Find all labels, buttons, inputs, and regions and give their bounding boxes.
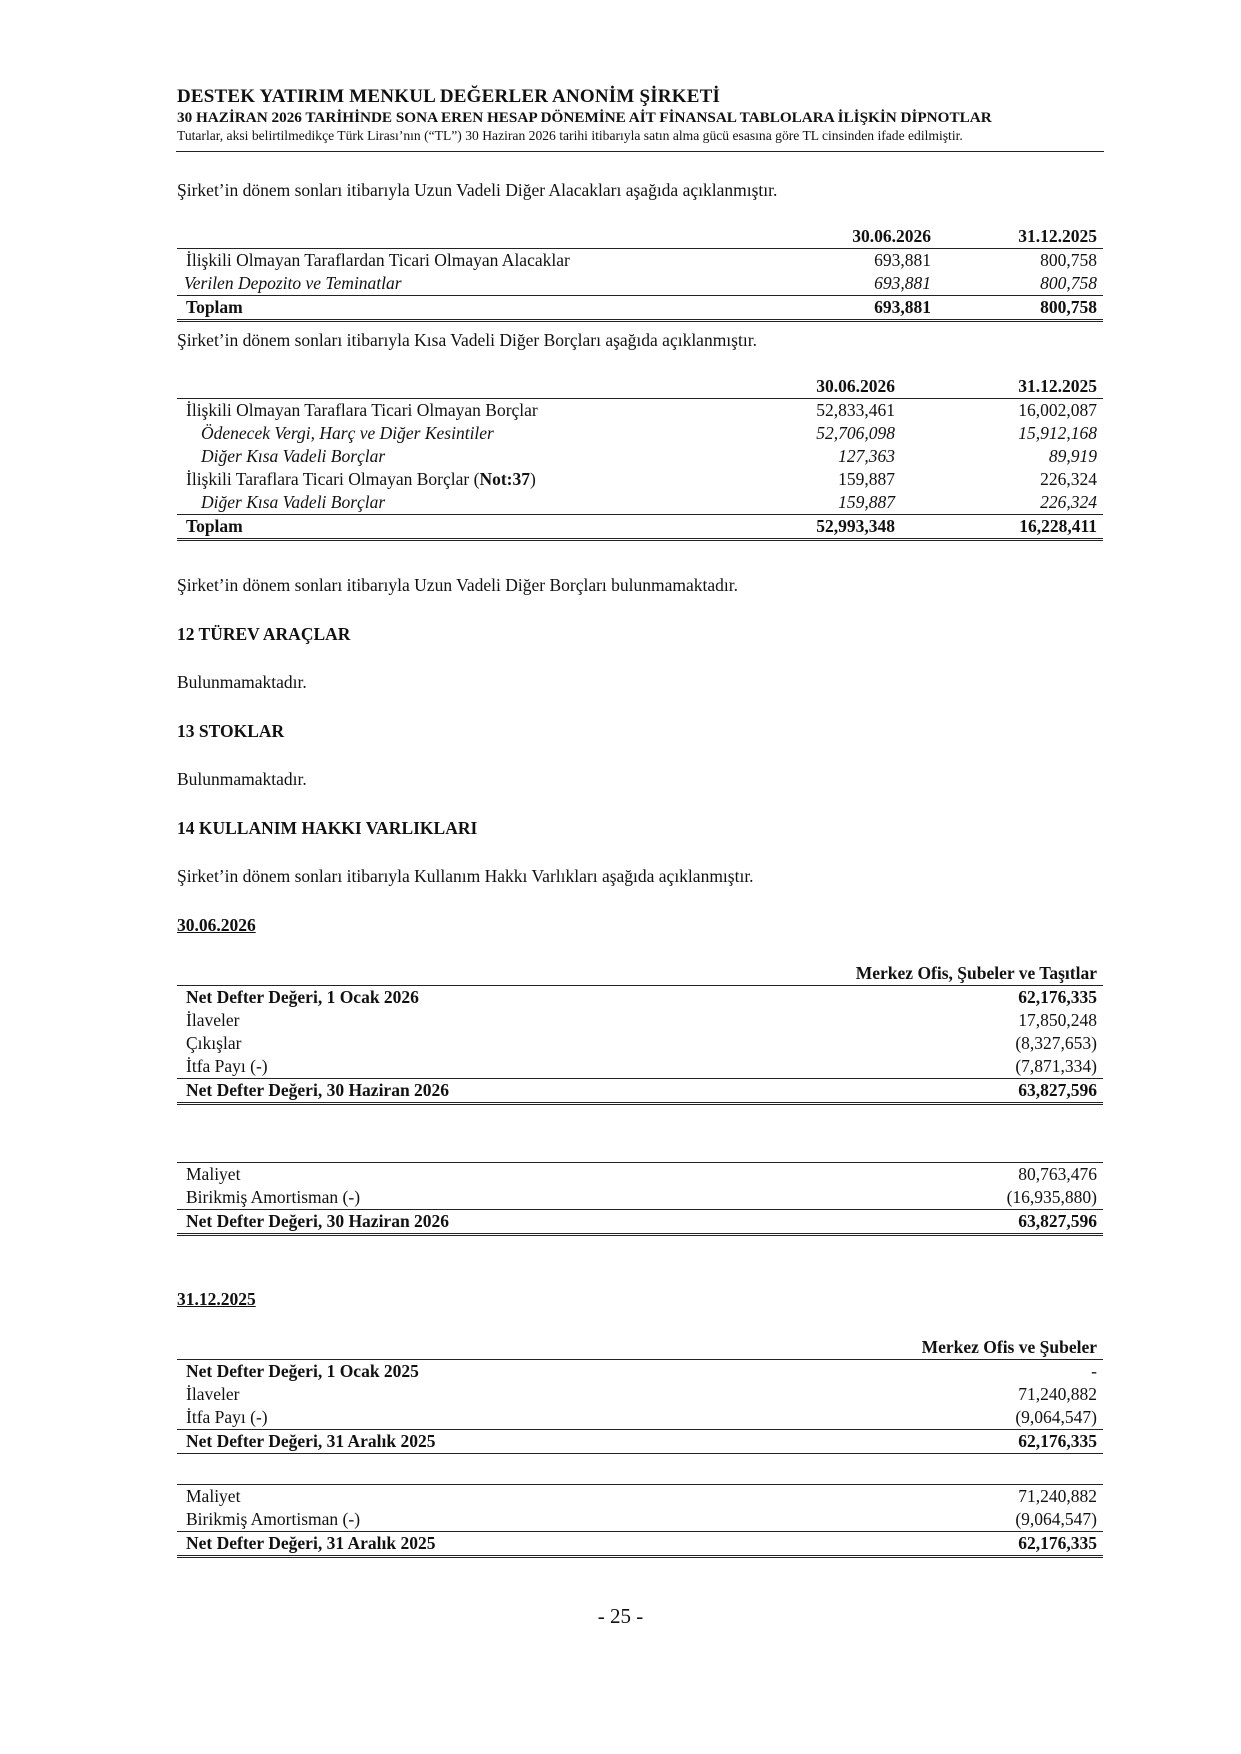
total-value: 62,176,335	[777, 1430, 1103, 1454]
table-row	[177, 1406, 1103, 1430]
table-row	[177, 1032, 1103, 1055]
total-row	[177, 296, 1103, 321]
total-label: Net Defter Değeri, 31 Aralık 2025	[177, 1532, 777, 1557]
row-value: 159,887	[838, 469, 895, 489]
opening-row	[177, 986, 1103, 1010]
section-12-text: Bulunmamaktadır.	[177, 672, 307, 692]
row-value: -	[1091, 1361, 1097, 1381]
note-reference: Not:37	[479, 469, 530, 489]
currency-note: Tutarlar, aksi belirtilmedikçe Türk Lirası’nın (“TL”) 30 Haziran 2026 tarihi itibarıyla satın alma gücü esasına göre TL cinsinden ifade edilmiştir.	[177, 128, 963, 143]
row-value: 71,240,882	[1018, 1384, 1097, 1404]
table-header-row	[177, 1336, 1103, 1360]
total-value: 693,881	[737, 296, 937, 321]
row-label: Çıkışlar	[186, 1033, 242, 1053]
table-row	[177, 399, 1103, 423]
row-value: 693,881	[874, 273, 931, 293]
row-label: İlişkili Olmayan Taraflardan Ticari Olmayan Alacaklar	[186, 250, 570, 270]
period-heading-2026: 30.06.2026	[177, 915, 256, 935]
row-value: 127,363	[838, 446, 895, 466]
row-label: Maliyet	[177, 1485, 777, 1509]
table-row	[177, 1009, 1103, 1032]
row-label: Diğer Kısa Vadeli Borçlar	[201, 446, 386, 466]
rou-cost-table-2026	[177, 1162, 1103, 1236]
row-label: Verilen Depozito ve Teminatlar	[184, 273, 402, 293]
row-label-text: )	[529, 469, 536, 489]
table-header-row	[177, 962, 1103, 986]
short-payables-table	[177, 375, 1103, 541]
row-value: 89,919	[1048, 446, 1097, 466]
total-value: 63,827,596	[777, 1079, 1103, 1104]
row-label: Net Defter Değeri, 1 Ocak 2026	[186, 987, 419, 1007]
total-row	[177, 1532, 1103, 1557]
row-label: İlaveler	[186, 1010, 240, 1030]
page-header	[177, 86, 1103, 144]
company-name: DESTEK YATIRIM MENKUL DEĞERLER ANONİM ŞİRKETİ	[177, 86, 721, 107]
rou-movement-table-2025	[177, 1336, 1103, 1454]
closing-row	[177, 1430, 1103, 1454]
report-subtitle: 30 HAZİRAN 2026 TARİHİNDE SONA EREN HESAP DÖNEMİNE AİT FİNANSAL TABLOLARA İLİŞKİN DİPNOTLAR	[177, 109, 992, 126]
row-label	[177, 468, 737, 491]
row-value: 226,324	[1040, 492, 1097, 512]
table-row	[177, 272, 1103, 296]
total-label: Net Defter Değeri, 31 Aralık 2025	[177, 1430, 777, 1454]
section-13-heading: 13 STOKLAR	[177, 721, 285, 741]
period-heading-2025: 31.12.2025	[177, 1289, 256, 1309]
row-value: 52,833,461	[816, 400, 895, 420]
table-row	[177, 1055, 1103, 1079]
row-value: (8,327,653)	[1015, 1033, 1097, 1053]
row-label-text: İlişkili Taraflara Ticari Olmayan Borçlar (	[186, 469, 480, 489]
row-value: (9,064,547)	[1015, 1407, 1097, 1427]
row-value: 16,002,087	[1018, 400, 1097, 420]
column-header: Merkez Ofis, Şubeler ve Taşıtlar	[777, 962, 1103, 986]
total-value: 16,228,411	[937, 515, 1103, 540]
total-row	[177, 1210, 1103, 1235]
column-header: Merkez Ofis ve Şubeler	[777, 1336, 1103, 1360]
table-row	[177, 445, 1103, 468]
row-value: (7,871,334)	[1015, 1056, 1097, 1076]
row-label: Maliyet	[177, 1163, 777, 1187]
intro-short-payables: Şirket’in dönem sonları itibarıyla Kısa Vadeli Diğer Borçları aşağıda açıklanmıştır.	[177, 330, 757, 350]
table-row	[177, 249, 1103, 273]
section-14-intro: Şirket’in dönem sonları itibarıyla Kullanım Hakkı Varlıkları aşağıda açıklanmıştır.	[177, 866, 754, 886]
row-value: (16,935,880)	[1006, 1187, 1097, 1207]
row-label: Net Defter Değeri, 1 Ocak 2025	[186, 1361, 419, 1381]
column-header: 30.06.2026	[737, 375, 937, 399]
page-number: - 25 -	[597, 1604, 644, 1628]
table-header-row	[177, 375, 1103, 399]
table-row	[177, 1163, 1103, 1187]
row-value: 159,887	[838, 492, 895, 512]
row-value: 52,706,098	[816, 423, 895, 443]
rou-movement-table-2026	[177, 962, 1103, 1105]
row-value: 800,758	[1040, 273, 1097, 293]
row-label: İlişkili Olmayan Taraflara Ticari Olmayan Borçlar	[186, 400, 538, 420]
table-row	[177, 1383, 1103, 1406]
total-label: Net Defter Değeri, 30 Haziran 2026	[177, 1079, 777, 1104]
table-row	[177, 1186, 1103, 1210]
opening-row	[177, 1360, 1103, 1384]
closing-row	[177, 1079, 1103, 1104]
rou-cost-table-2025	[177, 1484, 1103, 1558]
row-value: 226,324	[1040, 469, 1097, 489]
column-header: 31.12.2025	[937, 225, 1103, 249]
row-value: 80,763,476	[777, 1163, 1103, 1187]
row-label: Birikmiş Amortisman (-)	[186, 1187, 361, 1207]
total-label: Toplam	[177, 515, 737, 540]
row-label: İlaveler	[186, 1384, 240, 1404]
table-row	[177, 422, 1103, 445]
row-label: Ödenecek Vergi, Harç ve Diğer Kesintiler	[201, 423, 494, 443]
row-value: 71,240,882	[777, 1485, 1103, 1509]
total-value: 800,758	[937, 296, 1103, 321]
table-row	[177, 1508, 1103, 1532]
section-12-heading: 12 TÜREV ARAÇLAR	[177, 624, 351, 644]
row-label: Birikmiş Amortisman (-)	[186, 1509, 361, 1529]
row-value: 693,881	[874, 250, 931, 270]
table-row	[177, 468, 1103, 491]
total-row	[177, 515, 1103, 540]
long-receivables-table	[177, 225, 1103, 322]
row-value: 62,176,335	[1018, 987, 1097, 1007]
table-row	[177, 1485, 1103, 1509]
total-label: Toplam	[177, 296, 737, 321]
column-header: 30.06.2026	[737, 225, 937, 249]
long-payables-text: Şirket’in dönem sonları itibarıyla Uzun Vadeli Diğer Borçları bulunmamaktadır.	[177, 575, 738, 595]
row-label: İtfa Payı (-)	[186, 1407, 268, 1427]
section-13-text: Bulunmamaktadır.	[177, 769, 307, 789]
total-value: 62,176,335	[777, 1532, 1103, 1557]
row-value: 17,850,248	[1018, 1010, 1097, 1030]
row-value: 15,912,168	[1018, 423, 1097, 443]
column-header: 31.12.2025	[937, 375, 1103, 399]
header-divider	[176, 151, 1104, 152]
table-row	[177, 491, 1103, 515]
row-label: Diğer Kısa Vadeli Borçlar	[201, 492, 386, 512]
row-value: (9,064,547)	[1015, 1509, 1097, 1529]
section-14-heading: 14 KULLANIM HAKKI VARLIKLARI	[177, 818, 478, 838]
total-value: 52,993,348	[737, 515, 937, 540]
intro-long-receivables: Şirket’in dönem sonları itibarıyla Uzun Vadeli Diğer Alacakları aşağıda açıklanmıştır.	[177, 180, 778, 200]
total-value: 63,827,596	[777, 1210, 1103, 1235]
row-label: İtfa Payı (-)	[186, 1056, 268, 1076]
total-label: Net Defter Değeri, 30 Haziran 2026	[177, 1210, 777, 1235]
table-header-row	[177, 225, 1103, 249]
row-value: 800,758	[1040, 250, 1097, 270]
